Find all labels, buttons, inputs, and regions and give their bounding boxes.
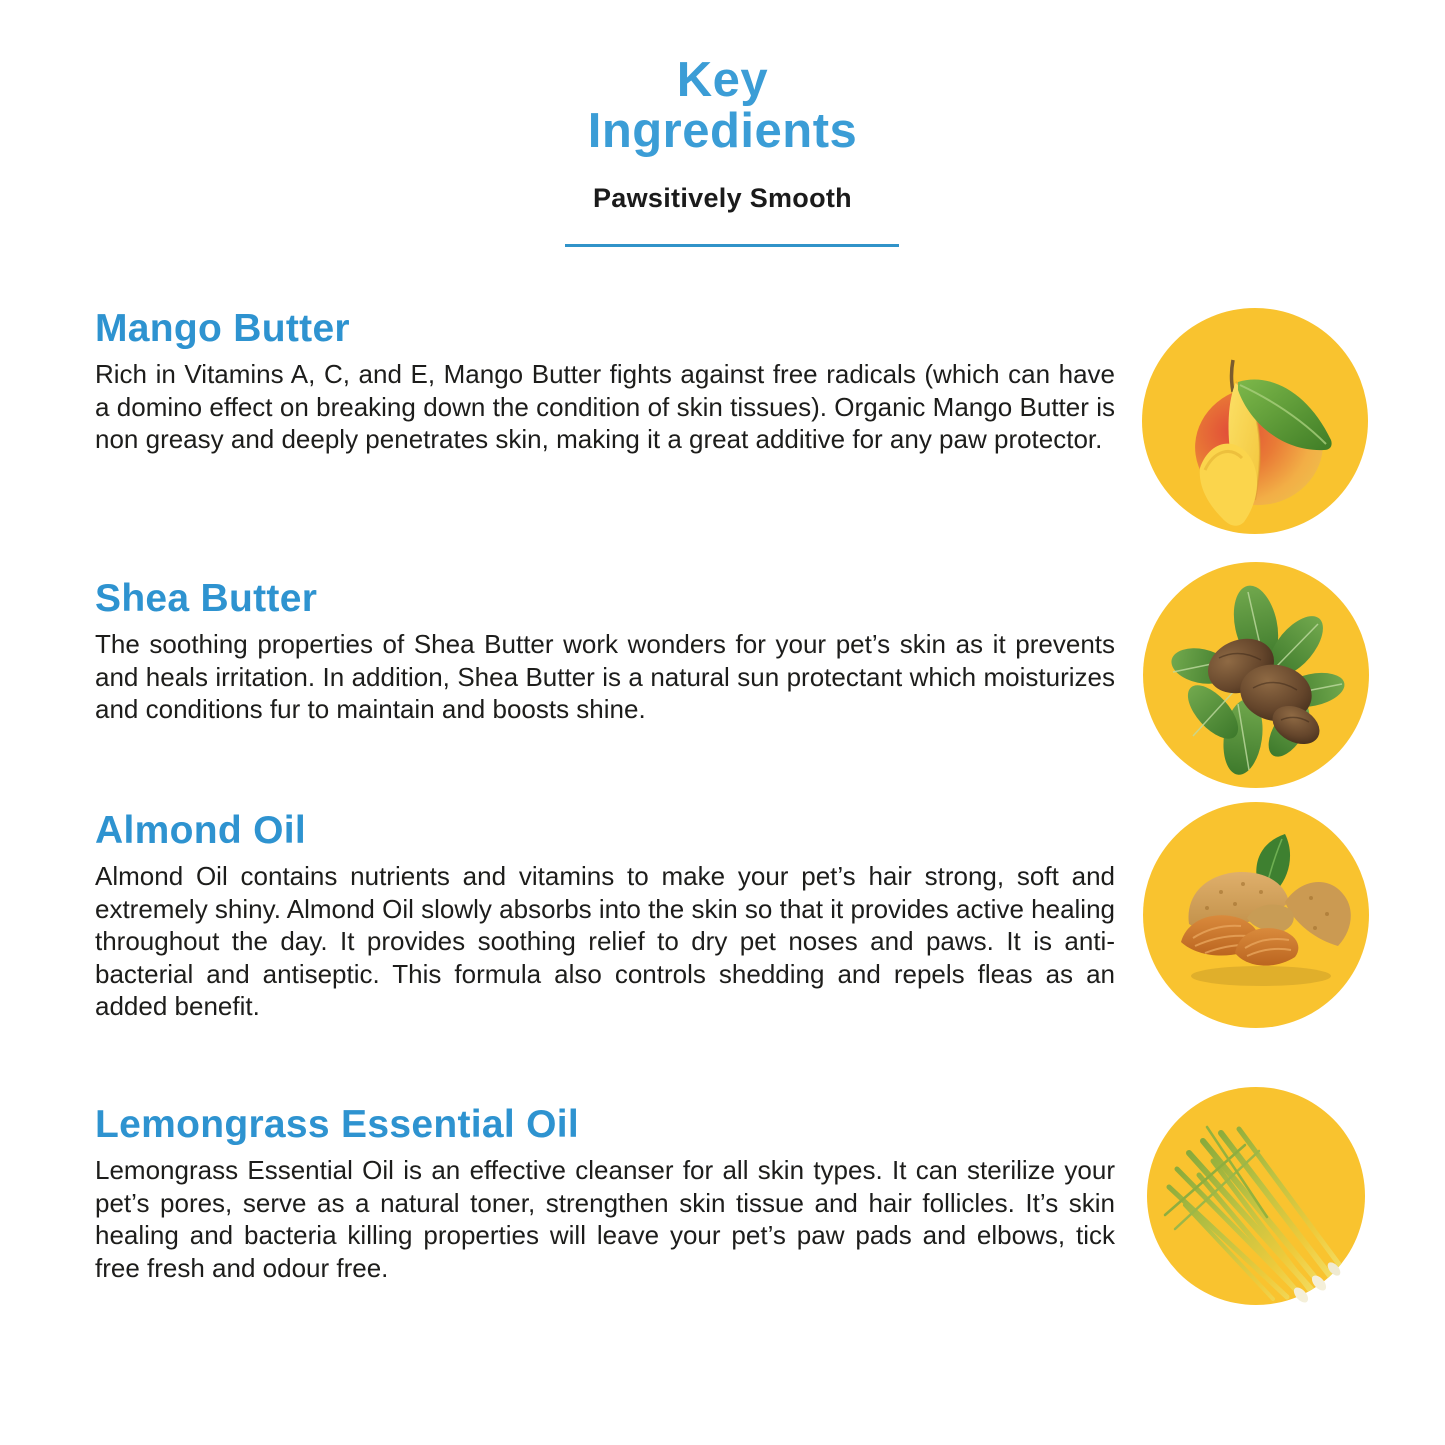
shea-nuts-photo (1143, 562, 1369, 788)
page-title-line2: Ingredients (587, 104, 858, 158)
page-title (0, 55, 1445, 157)
section-body: Rich in Vitamins A, C, and E, Mango Butter fights against free radicals (which can have a domino effect on breaking down the condition of skin tissues). Organic Mango Butter is non greasy and deeply penetrates skin, making it a great additive for any paw protector. (95, 359, 1115, 454)
section-body: Lemongrass Essential Oil is an effective cleanser for all skin types. It can sterilize your pet’s pores, serve as a natural toner, strengthen skin tissue and hair follicles. It’s skin healing and bacteria killing properties will leave your pet’s paw pads and elbows, tick free fresh and odour free. (95, 1155, 1115, 1283)
section-heading: Almond Oil (95, 809, 306, 852)
mango-photo (1142, 308, 1368, 534)
header-divider-line (565, 244, 899, 247)
page-title-line1: Key (676, 53, 769, 107)
section-mango-butter (95, 306, 1115, 456)
section-lemongrass-essential-oil (95, 1102, 1115, 1284)
section-shea-butter (95, 576, 1115, 726)
shea-nuts-icon (1143, 562, 1369, 788)
section-almond-oil (95, 808, 1115, 1023)
section-heading: Mango Butter (95, 307, 350, 350)
header (0, 55, 1445, 214)
lemongrass-photo (1147, 1087, 1365, 1305)
lemongrass-icon (1147, 1087, 1365, 1305)
mango-icon (1142, 308, 1368, 534)
page-subtitle: Pawsitively Smooth (593, 183, 852, 213)
section-heading: Shea Butter (95, 577, 318, 620)
almonds-icon (1143, 802, 1369, 1028)
almonds-photo (1143, 802, 1369, 1028)
section-body: Almond Oil contains nutrients and vitamins to make your pet’s hair strong, soft and extremely shiny. Almond Oil slowly absorbs into the skin so that it provides active healing throughout the day. It provides soothing relief to dry pet noses and paws. It is anti-bacterial and antiseptic. This formula also controls shedding and repels fleas as an added benefit. (95, 861, 1115, 1021)
section-body: The soothing properties of Shea Butter work wonders for your pet’s skin as it prevents and heals irritation. In addition, Shea Butter is a natural sun protectant which moisturizes and conditions fur to maintain and boosts shine. (95, 629, 1115, 724)
section-heading: Lemongrass Essential Oil (95, 1103, 580, 1146)
